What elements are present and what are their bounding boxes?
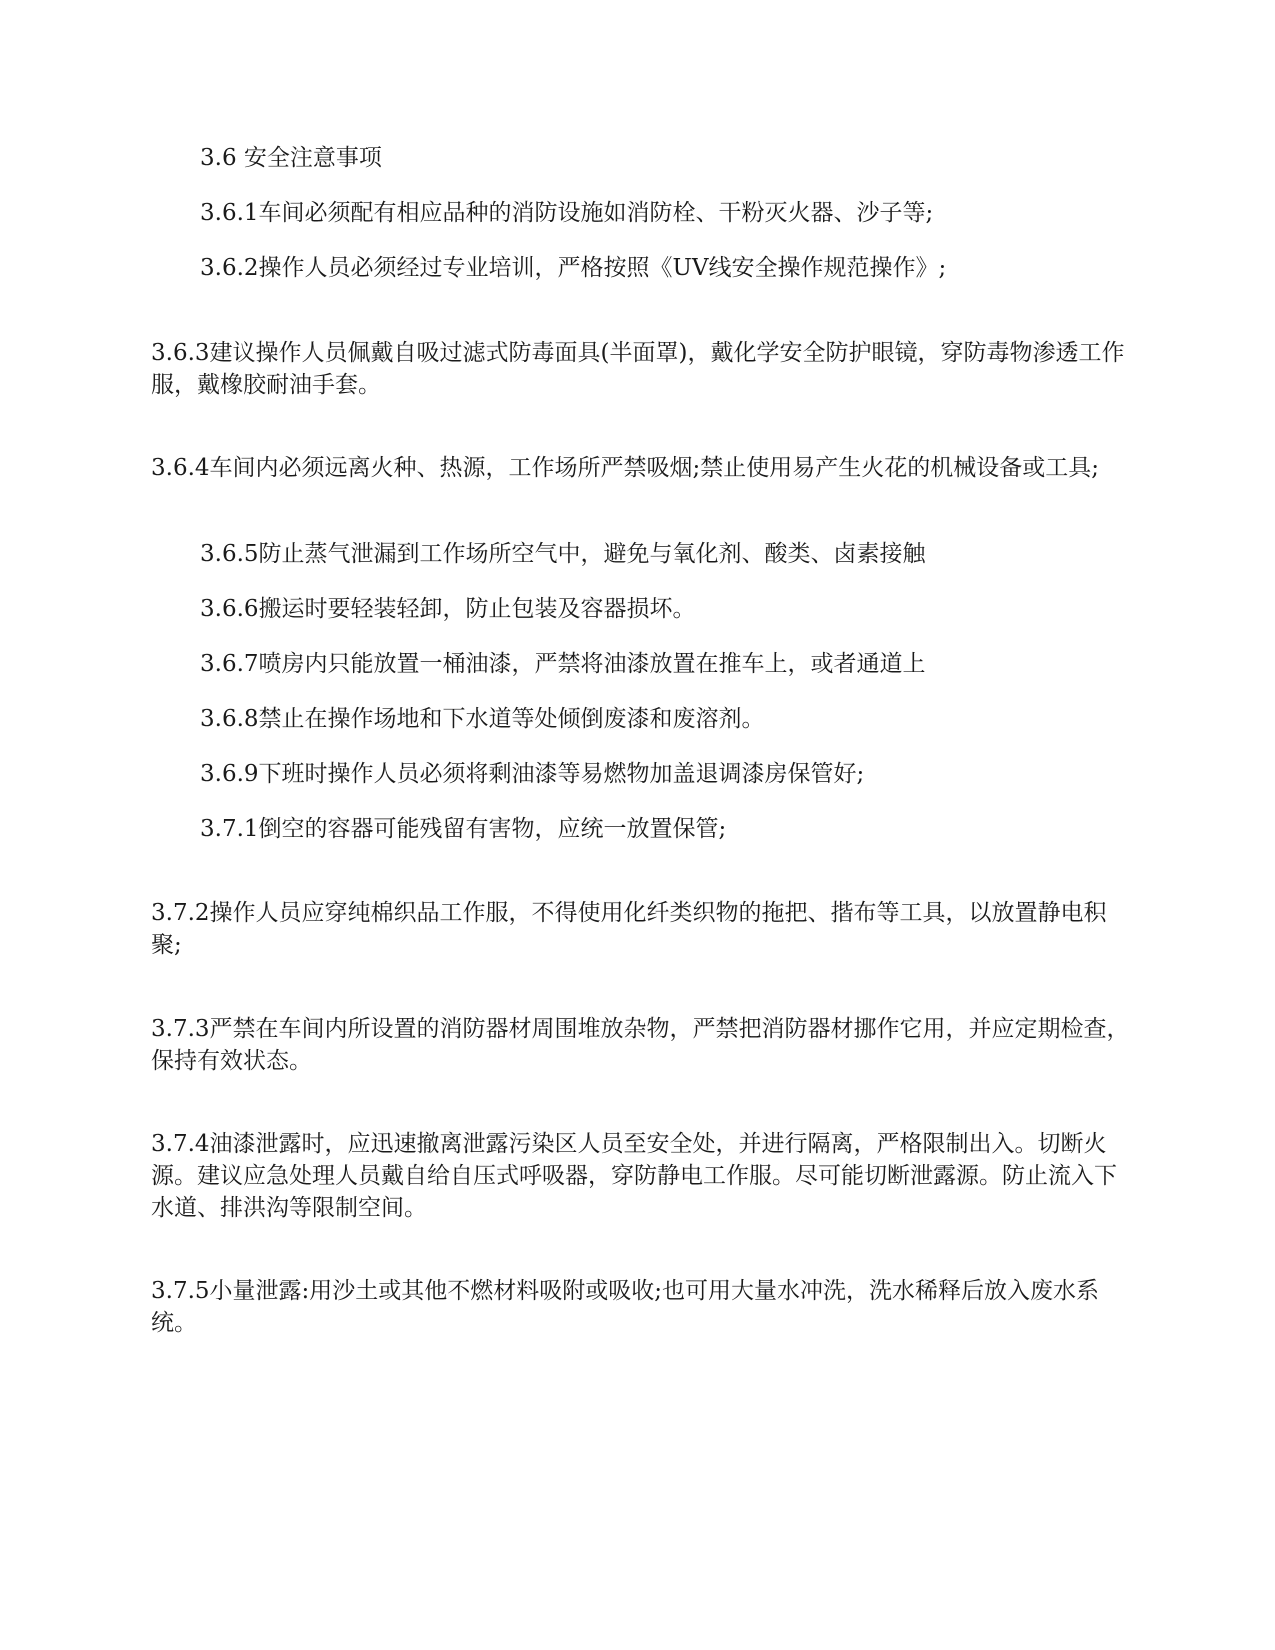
paragraph-3-6-2: 3.6.2操作人员必须经过专业培训，严格按照《UV线安全操作规范操作》; [200, 255, 947, 281]
paragraph-3-6-1: 3.6.1车间必须配有相应品种的消防设施如消防栓、干粉灭火器、沙子等; [200, 200, 934, 226]
paragraph-3-6-8: 3.6.8禁止在操作场地和下水道等处倾倒废漆和废溶剂。 [200, 706, 765, 732]
paragraph-3-7-1: 3.7.1倒空的容器可能残留有害物，应统一放置保管; [200, 816, 727, 842]
paragraph-3-7-4: 3.7.4油漆泄露时，应迅速撤离泄露污染区人员至安全处，并进行隔离，严格限制出入。切断火源。建议应急处理人员戴自给自压式呼吸器，穿防静电工作服。尽可能切断泄露源。防止流入下水道、排洪沟等限制空间。 [151, 1131, 1117, 1221]
paragraph-3-6-6: 3.6.6搬运时要轻装轻卸，防止包装及容器损坏。 [200, 596, 696, 622]
paragraph-3-7-2: 3.7.2操作人员应穿纯棉织品工作服，不得使用化纤类织物的拖把、揩布等工具，以放置静电积聚; [151, 900, 1107, 958]
section-heading: 3.6 安全注意事项 [200, 145, 382, 171]
paragraph-3-6-5: 3.6.5防止蒸气泄漏到工作场所空气中，避免与氧化剂、酸类、卤素接触 [200, 541, 926, 567]
paragraph-3-6-4: 3.6.4车间内必须远离火种、热源，工作场所严禁吸烟;禁止使用易产生火花的机械设备或工具; [151, 455, 1100, 481]
paragraph-3-6-3: 3.6.3建议操作人员佩戴自吸过滤式防毒面具(半面罩)，戴化学安全防护眼镜，穿防毒物渗透工作服，戴橡胶耐油手套。 [151, 340, 1125, 398]
paragraph-3-6-7: 3.6.7喷房内只能放置一桶油漆，严禁将油漆放置在推车上，或者通道上 [200, 651, 926, 677]
paragraph-3-7-3: 3.7.3严禁在车间内所设置的消防器材周围堆放杂物，严禁把消防器材挪作它用，并应定期检查，保持有效状态。 [151, 1016, 1130, 1074]
paragraph-3-7-5: 3.7.5小量泄露:用沙土或其他不燃材料吸附或吸收;也可用大量水冲洗，洗水稀释后放入废水系统。 [151, 1278, 1100, 1336]
paragraph-3-6-9: 3.6.9下班时操作人员必须将剩油漆等易燃物加盖退调漆房保管好; [200, 761, 865, 787]
